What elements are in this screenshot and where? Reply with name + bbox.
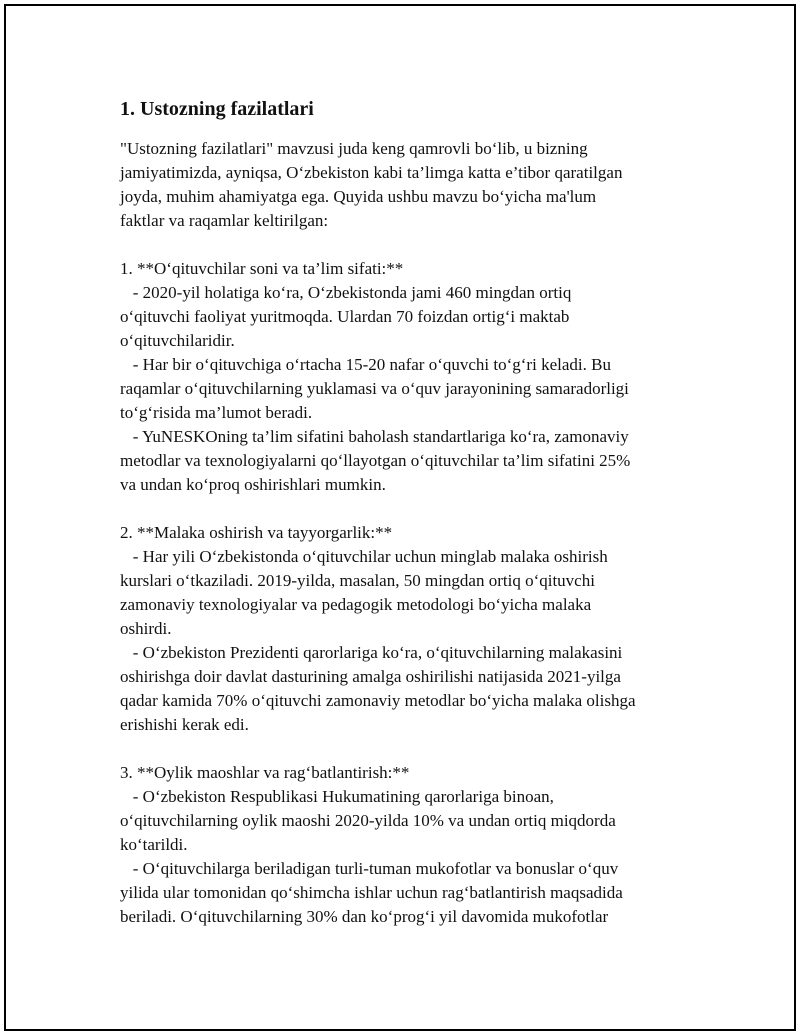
body-text: "Ustozning fazilatlari" mavzusi juda keng qamrovli bo‘lib, u bizning jamiyatimizda, ayniqsa, O‘zbekiston kabi ta’limga katta e’tibor qaratilgan joyda, muhim ahamiyatga ega. Quyida ushbu mavzu bo‘yicha ma'lum faktlar va raqamlar keltirilgan: 1. **O‘qituvchilar soni va ta’lim sifati:** - 2020-yil holatiga ko‘ra, O‘zbekistonda jami 460 mingdan ortiq o‘qituvchi faoliyat yuritmoqda. Ulardan 70 foizdan ortig‘i maktab o‘qituvchilaridir. - Har bir o‘qituvchiga o‘rtacha 15-20 nafar o‘quvchi to‘g‘ri keladi. Bu raqamlar o‘qituvchilarning yuklamasi va o‘quv jarayonining samaradorligi to‘g‘risida ma’lumot beradi. - YuNESKOning ta’lim sifatini baholash standartlariga ko‘ra, zamonaviy metodlar va texnologiyalarni qo‘llayotgan o‘qituvchilar ta’lim sifatini 25% va undan ko‘proq oshirishlari mumkin. 2. **Malaka oshirish va tayyorgarlik:** - Har yili O‘zbekistonda o‘qituvchilar uchun minglab malaka oshirish kurslari o‘tkaziladi. 2019-yilda, masalan, 50 mingdan ortiq o‘qituvchi zamonaviy texnologiyalar va pedagogik metodologi bo‘yicha malaka oshirdi. - O‘zbekiston Prezidenti qarorlariga ko‘ra, o‘qituvchilarning malakasini oshirishga doir davlat dasturining amalga oshirilishi natijasida 2021-yilga qadar kamida 70% o‘qituvchi zamonaviy metodlar bo‘yicha malaka olishga erishishi kerak edi. 3. **Oylik maoshlar va rag‘batlantirish:** - O‘zbekiston Respublikasi Hukumatining qarorlariga binoan, o‘qituvchilarning oylik maoshi 2020-yilda 10% va undan ortiq miqdorda ko‘tarildi. - O‘qituvchilarga beriladigan turli-tuman mukofotlar va bonuslar o‘quv yilida ular tomonidan qo‘shimcha ishlar uchun rag‘batlantirish maqsadida beriladi. O‘qituvchilarning 30% dan ko‘prog‘i yil davomida mukofotlar [120, 139, 636, 926]
section-heading: 1. Ustozning fazilatlari [120, 98, 314, 120]
document-content [120, 96, 700, 929]
page-frame [4, 4, 796, 1031]
